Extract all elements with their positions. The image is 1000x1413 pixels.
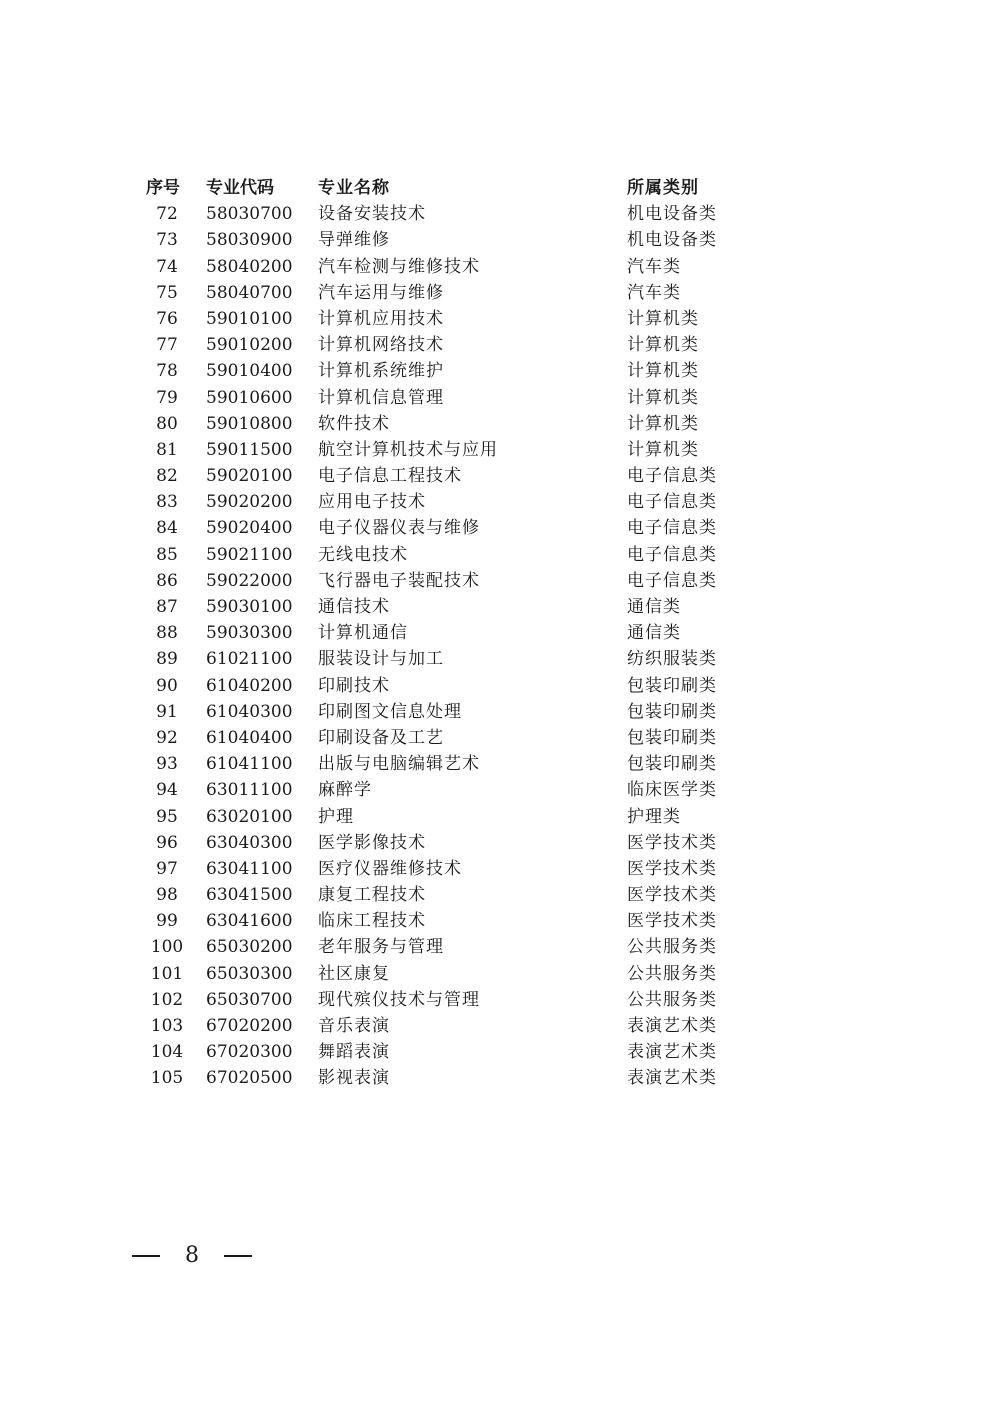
row-no: 84 (156, 518, 178, 539)
table-row (140, 280, 760, 306)
table-row (140, 254, 760, 280)
row-name: 护理 (318, 806, 354, 827)
row-name: 计算机信息管理 (318, 387, 444, 408)
row-no: 85 (156, 544, 178, 565)
row-category: 机电设备类 (627, 230, 717, 251)
row-no: 73 (156, 230, 178, 251)
row-name: 航空计算机技术与应用 (318, 439, 498, 460)
row-name: 通信技术 (318, 597, 390, 617)
row-no: 91 (156, 701, 178, 722)
table-row (140, 594, 760, 620)
row-name: 汽车运用与维修 (318, 282, 444, 303)
row-name: 医疗仪器维修技术 (318, 858, 462, 879)
major-table (140, 175, 760, 1092)
row-category: 通信类 (627, 623, 681, 644)
row-code: 58040700 (206, 282, 293, 303)
row-category: 包装印刷类 (627, 701, 717, 722)
row-name: 计算机系统维护 (318, 361, 444, 382)
row-no: 102 (150, 989, 184, 1010)
table-row (140, 358, 760, 384)
row-code: 59022000 (206, 570, 293, 591)
row-no: 103 (150, 1016, 184, 1036)
row-code: 59030300 (206, 623, 293, 644)
row-code: 59010100 (206, 308, 293, 329)
row-category: 汽车类 (627, 282, 681, 303)
row-no: 87 (156, 597, 178, 617)
row-code: 63041600 (206, 911, 293, 932)
table-row (140, 306, 760, 332)
row-category: 计算机类 (627, 361, 699, 382)
row-name: 无线电技术 (318, 544, 408, 565)
table-row (140, 882, 760, 908)
row-code: 67020500 (206, 1068, 293, 1089)
table-row (140, 489, 760, 515)
page-footer (132, 1243, 252, 1268)
row-code: 59020100 (206, 466, 293, 487)
row-code: 67020200 (206, 1016, 293, 1036)
table-row (140, 542, 760, 568)
row-code: 59010400 (206, 361, 293, 382)
row-name: 电子仪器仪表与维修 (318, 518, 480, 539)
row-category: 包装印刷类 (627, 675, 717, 696)
row-code: 61040300 (206, 701, 293, 722)
row-name: 影视表演 (318, 1068, 390, 1089)
row-name: 现代殡仪技术与管理 (318, 989, 480, 1010)
row-category: 纺织服装类 (627, 649, 717, 670)
row-name: 计算机应用技术 (318, 308, 444, 329)
row-category: 公共服务类 (627, 989, 717, 1010)
row-name: 导弹维修 (318, 230, 390, 251)
table-row (140, 961, 760, 987)
row-no: 96 (156, 832, 178, 853)
row-name: 印刷技术 (318, 675, 390, 696)
row-name: 老年服务与管理 (318, 937, 444, 958)
row-code: 59010800 (206, 413, 293, 434)
row-category: 医学技术类 (627, 832, 717, 853)
row-name: 飞行器电子装配技术 (318, 570, 480, 591)
table-row (140, 673, 760, 699)
row-code: 63041100 (206, 858, 293, 879)
row-no: 81 (156, 439, 178, 460)
footer-dash-left (132, 1255, 160, 1257)
footer-dash-right (224, 1255, 252, 1257)
row-name: 电子信息工程技术 (318, 466, 462, 487)
row-no: 98 (156, 885, 178, 906)
row-category: 包装印刷类 (627, 727, 717, 748)
header-no: 序号 (146, 178, 180, 198)
table-row (140, 777, 760, 803)
table-body (140, 201, 760, 1091)
row-name: 服装设计与加工 (318, 649, 444, 670)
row-code: 58030900 (206, 230, 293, 251)
row-name: 设备安装技术 (318, 204, 426, 225)
row-category: 表演艺术类 (627, 1042, 717, 1063)
row-code: 59020400 (206, 518, 293, 539)
row-name: 医学影像技术 (318, 832, 426, 853)
row-category: 医学技术类 (627, 858, 717, 879)
row-name: 印刷图文信息处理 (318, 701, 462, 722)
row-no: 97 (156, 858, 178, 879)
table-row (140, 725, 760, 751)
table-row (140, 1013, 760, 1039)
table-row (140, 568, 760, 594)
row-code: 59020200 (206, 492, 293, 513)
row-no: 90 (156, 675, 178, 696)
row-code: 67020300 (206, 1042, 293, 1063)
row-name: 软件技术 (318, 413, 390, 434)
page-number: 8 (185, 1243, 199, 1268)
row-code: 59010600 (206, 387, 293, 408)
row-category: 电子信息类 (627, 570, 717, 591)
row-code: 63020100 (206, 806, 293, 827)
table-row (140, 1065, 760, 1091)
row-code: 61041100 (206, 754, 293, 775)
row-code: 61021100 (206, 649, 293, 670)
row-no: 99 (156, 911, 178, 932)
row-name: 印刷设备及工艺 (318, 727, 444, 748)
row-code: 61040400 (206, 727, 293, 748)
row-name: 康复工程技术 (318, 885, 426, 906)
row-code: 63041500 (206, 885, 293, 906)
row-code: 63040300 (206, 832, 293, 853)
table-row (140, 804, 760, 830)
row-no: 86 (156, 570, 178, 591)
row-code: 65030300 (206, 963, 293, 984)
row-no: 104 (150, 1042, 184, 1063)
row-category: 电子信息类 (627, 466, 717, 487)
row-no: 105 (150, 1068, 184, 1089)
row-no: 78 (156, 361, 178, 382)
row-name: 出版与电脑编辑艺术 (318, 754, 480, 775)
row-no: 88 (156, 623, 178, 644)
row-no: 94 (156, 780, 178, 801)
row-name: 临床工程技术 (318, 911, 426, 932)
row-code: 59021100 (206, 544, 293, 565)
table-row (140, 227, 760, 253)
row-code: 58030700 (206, 204, 293, 225)
table-row (140, 934, 760, 960)
row-name: 音乐表演 (318, 1016, 390, 1036)
row-category: 电子信息类 (627, 544, 717, 565)
row-category: 护理类 (627, 806, 681, 827)
row-category: 包装印刷类 (627, 754, 717, 775)
row-code: 63011100 (206, 780, 293, 801)
table-row (140, 830, 760, 856)
row-no: 80 (156, 413, 178, 434)
row-no: 74 (156, 256, 178, 277)
table-row (140, 437, 760, 463)
row-no: 83 (156, 492, 178, 513)
row-category: 公共服务类 (627, 937, 717, 958)
row-name: 舞蹈表演 (318, 1042, 390, 1063)
row-category: 表演艺术类 (627, 1068, 717, 1089)
table-row (140, 856, 760, 882)
row-no: 89 (156, 649, 178, 670)
table-row (140, 646, 760, 672)
row-name: 计算机通信 (318, 623, 408, 644)
row-no: 79 (156, 387, 178, 408)
row-no: 82 (156, 466, 178, 487)
row-category: 公共服务类 (627, 963, 717, 984)
row-category: 机电设备类 (627, 204, 717, 225)
row-no: 77 (156, 335, 178, 356)
table-row (140, 201, 760, 227)
row-category: 表演艺术类 (627, 1016, 717, 1036)
row-name: 麻醉学 (318, 780, 372, 801)
row-name: 汽车检测与维修技术 (318, 256, 480, 277)
row-name: 社区康复 (318, 963, 390, 984)
row-category: 计算机类 (627, 439, 699, 460)
table-row (140, 987, 760, 1013)
row-category: 电子信息类 (627, 518, 717, 539)
row-code: 59010200 (206, 335, 293, 356)
table-row (140, 908, 760, 934)
row-category: 计算机类 (627, 335, 699, 356)
row-no: 101 (150, 963, 184, 984)
row-no: 100 (150, 937, 184, 958)
row-code: 61040200 (206, 675, 293, 696)
table-row (140, 751, 760, 777)
row-name: 计算机网络技术 (318, 335, 444, 356)
table-row (140, 515, 760, 541)
row-category: 临床医学类 (627, 780, 717, 801)
row-category: 汽车类 (627, 256, 681, 277)
table-row (140, 411, 760, 437)
header-code: 专业代码 (206, 178, 274, 198)
header-name: 专业名称 (318, 178, 390, 198)
table-row (140, 463, 760, 489)
row-category: 计算机类 (627, 308, 699, 329)
header-category: 所属类别 (627, 178, 699, 198)
row-no: 75 (156, 282, 178, 303)
row-category: 计算机类 (627, 413, 699, 434)
table-row (140, 699, 760, 725)
row-no: 76 (156, 308, 178, 329)
row-code: 65030700 (206, 989, 293, 1010)
table-row (140, 1039, 760, 1065)
table-header (140, 175, 760, 201)
row-category: 电子信息类 (627, 492, 717, 513)
row-code: 59011500 (206, 439, 293, 460)
table-row (140, 332, 760, 358)
row-no: 95 (156, 806, 178, 827)
row-code: 65030200 (206, 937, 293, 958)
row-category: 通信类 (627, 597, 681, 617)
row-no: 92 (156, 727, 178, 748)
table-row (140, 385, 760, 411)
row-code: 58040200 (206, 256, 293, 277)
row-code: 59030100 (206, 597, 293, 617)
row-no: 93 (156, 754, 178, 775)
row-category: 医学技术类 (627, 911, 717, 932)
row-no: 72 (156, 204, 178, 225)
row-name: 应用电子技术 (318, 492, 426, 513)
row-category: 医学技术类 (627, 885, 717, 906)
table-row (140, 620, 760, 646)
row-category: 计算机类 (627, 387, 699, 408)
